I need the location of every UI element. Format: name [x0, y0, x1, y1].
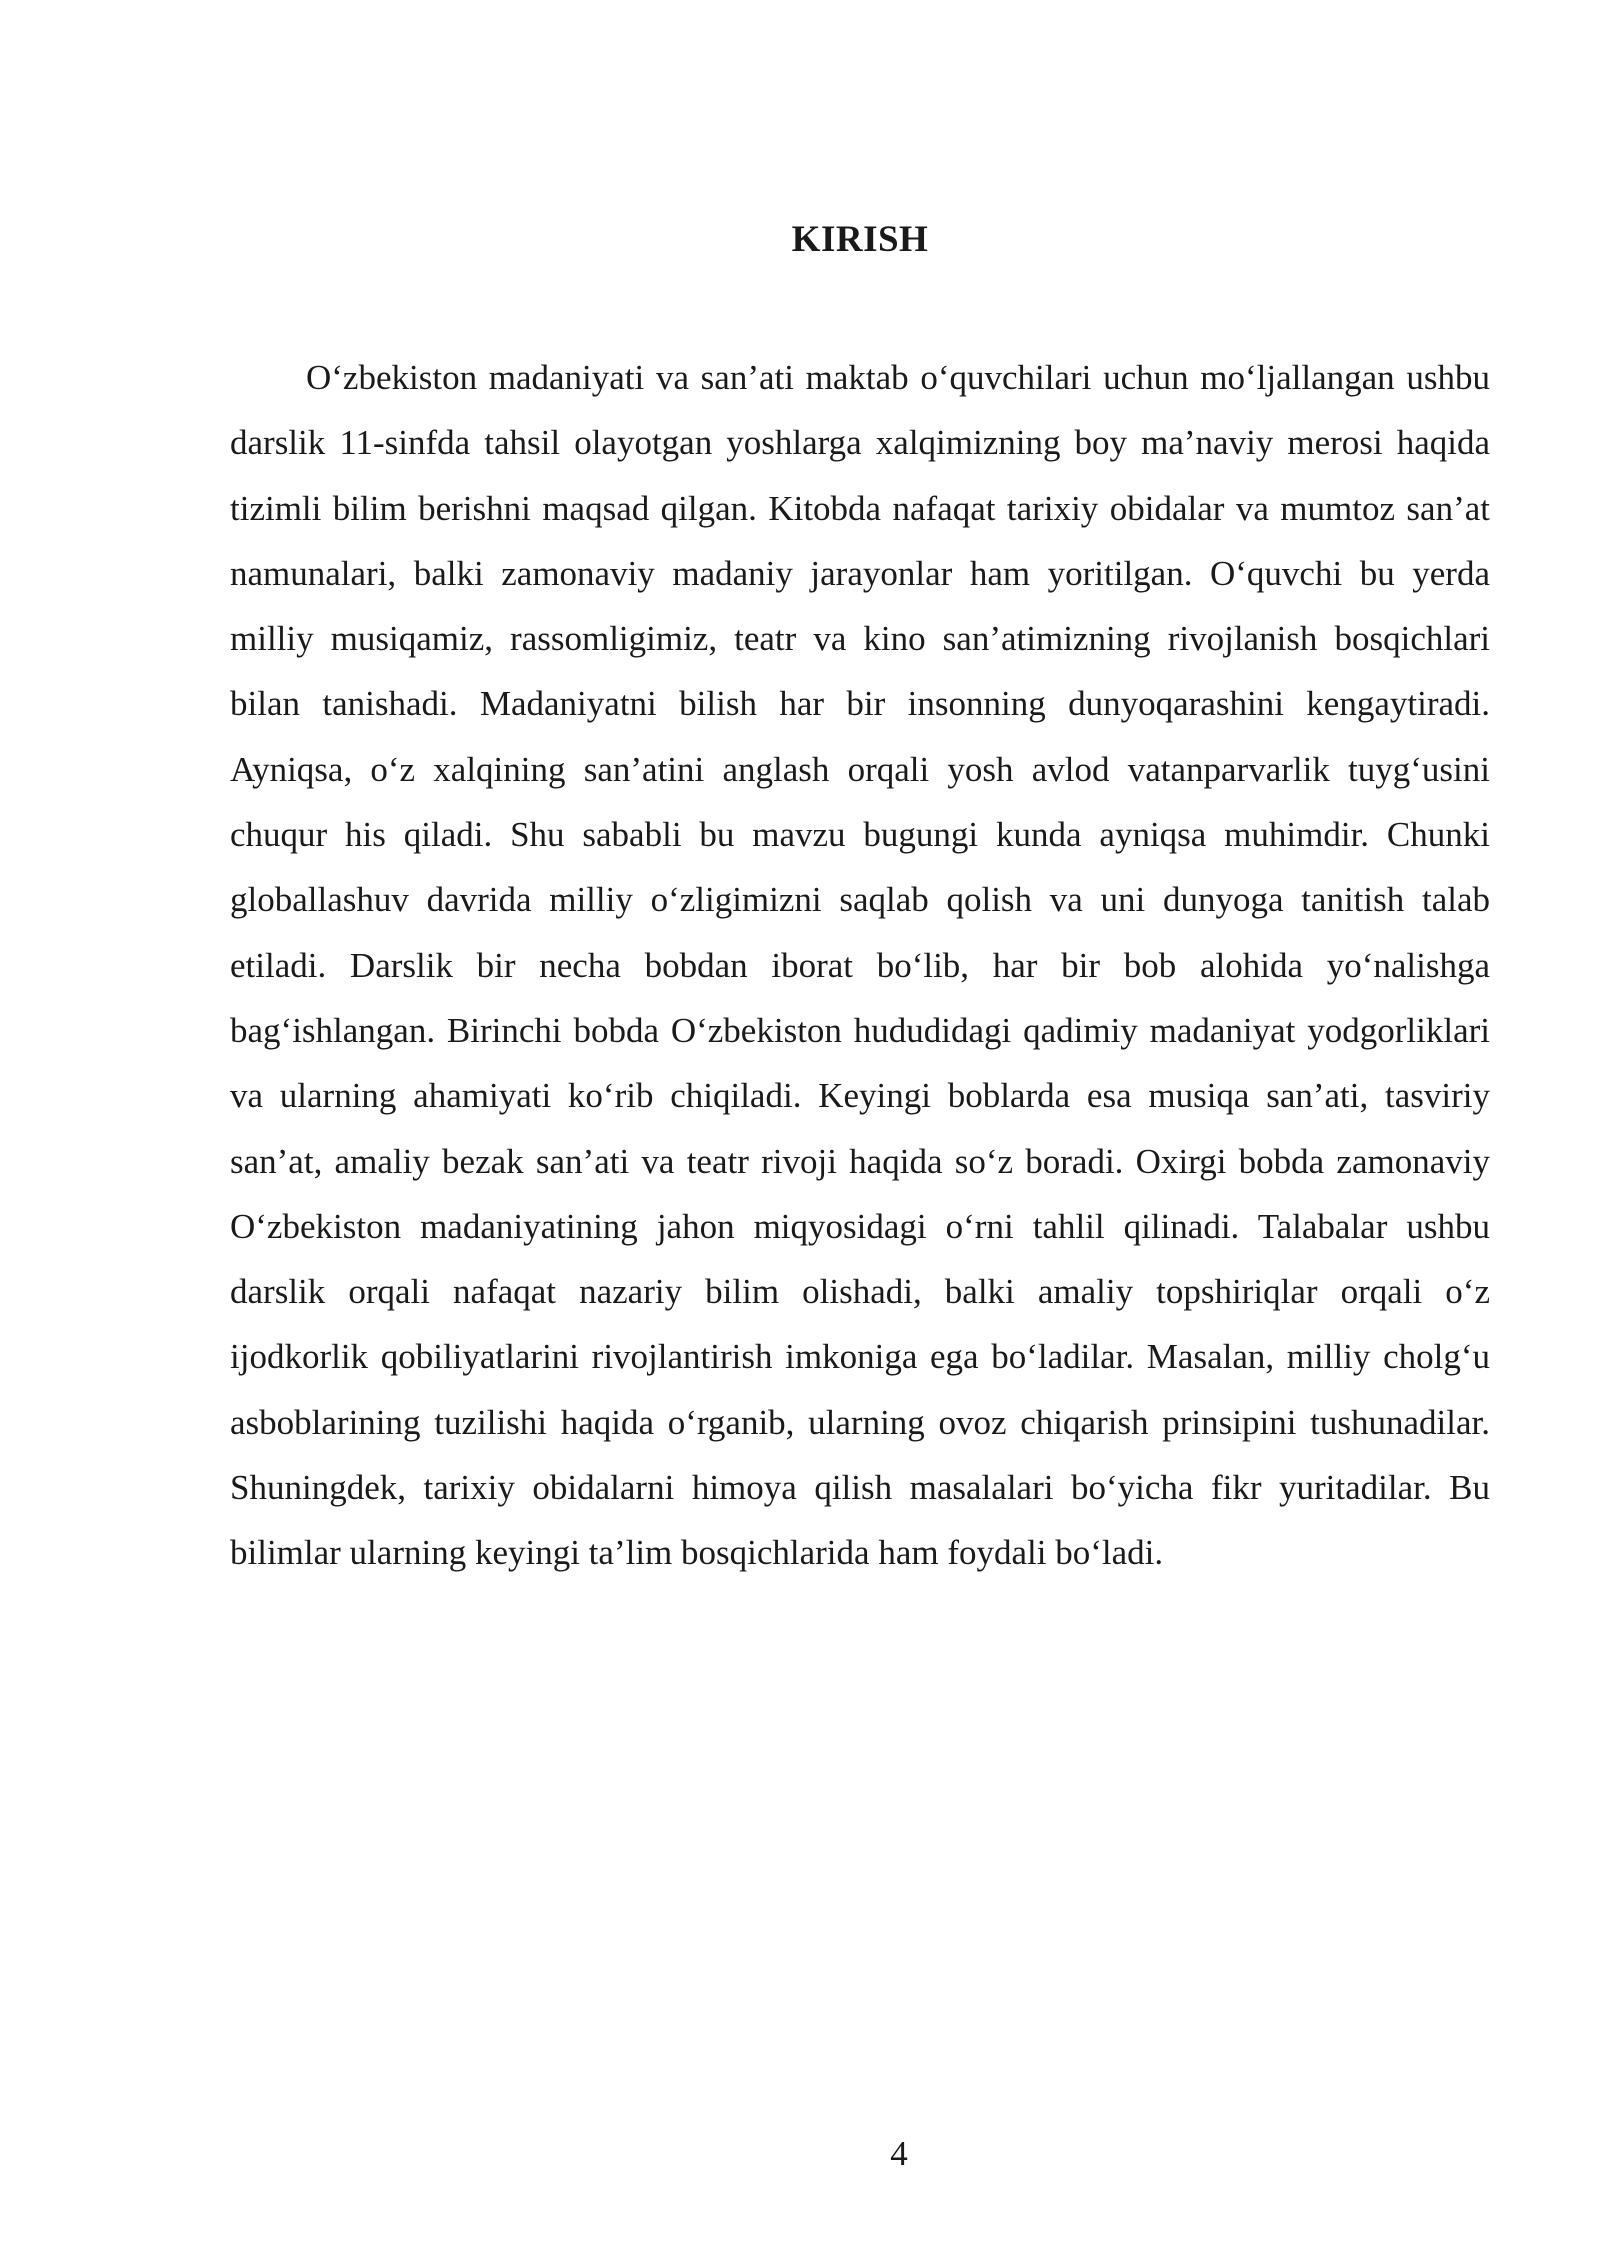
page-number: 4 — [890, 2134, 908, 2173]
section-heading: KIRISH — [791, 219, 929, 260]
body-paragraph: O‘zbekiston madaniyati va san’ati maktab o‘quvchilari uchun mo‘ljallangan ushbu darslik 11-sinfda tahsil olayotgan yoshlarga xalqimizning boy ma’naviy merosi haqida tizimli bilim berishni maqsad qilgan. Kitobda nafaqat tarixiy obidalar va mumtoz san’at namunalari, balki zamonaviy madaniy jarayonlar ham yoritilgan. O‘quvchi bu yerda milliy musiqamiz, rassomligimiz, teatr va kino san’atimizning rivojlanish bosqichlari bilan tanishadi. Madaniyatni bilish har bir insonning dunyoqarashini kengaytiradi. Ayniqsa, o‘z xalqining san’atini anglash orqali yosh avlod vatanparvarlik tuyg‘usini chuqur his qiladi. Shu sababli bu mavzu bugungi kunda ayniqsa muhimdir. Chunki globallashuv davrida milliy o‘zligimizni saqlab qolish va uni dunyoga tanitish talab etiladi. Darslik bir necha bobdan iborat bo‘lib, har bir bob alohida yo‘nalishga bag‘ishlangan. Birinchi bobda O‘zbekiston hududidagi qadimiy madaniyat yodgorliklari va ularning ahamiyati ko‘rib chiqiladi. Keyingi boblarda esa musiqa san’ati, tasviriy san’at, amaliy bezak san’ati va teatr rivoji haqida so‘z boradi. Oxirgi bobda zamonaviy O‘zbekiston madaniyatining jahon miqyosidagi o‘rni tahlil qilinadi. Talabalar ushbu darslik orqali nafaqat nazariy bilim olishadi, balki amaliy topshiriqlar orqali o‘z ijodkorlik qobiliyatlarini rivojlantirish imkoniga ega bo‘ladilar. Masalan, milliy cholg‘u asboblarining tuzilishi haqida o‘rganib, ularning ovoz chiqarish prinsipini tushunadilar. Shuningdek, tarixiy obidalarni himoya qilish masalalari bo‘yicha fikr yuritadilar. Bu bilimlar ularning keyingi ta’lim bosqichlarida ham foydali bo‘ladi. — [230, 358, 1490, 1573]
